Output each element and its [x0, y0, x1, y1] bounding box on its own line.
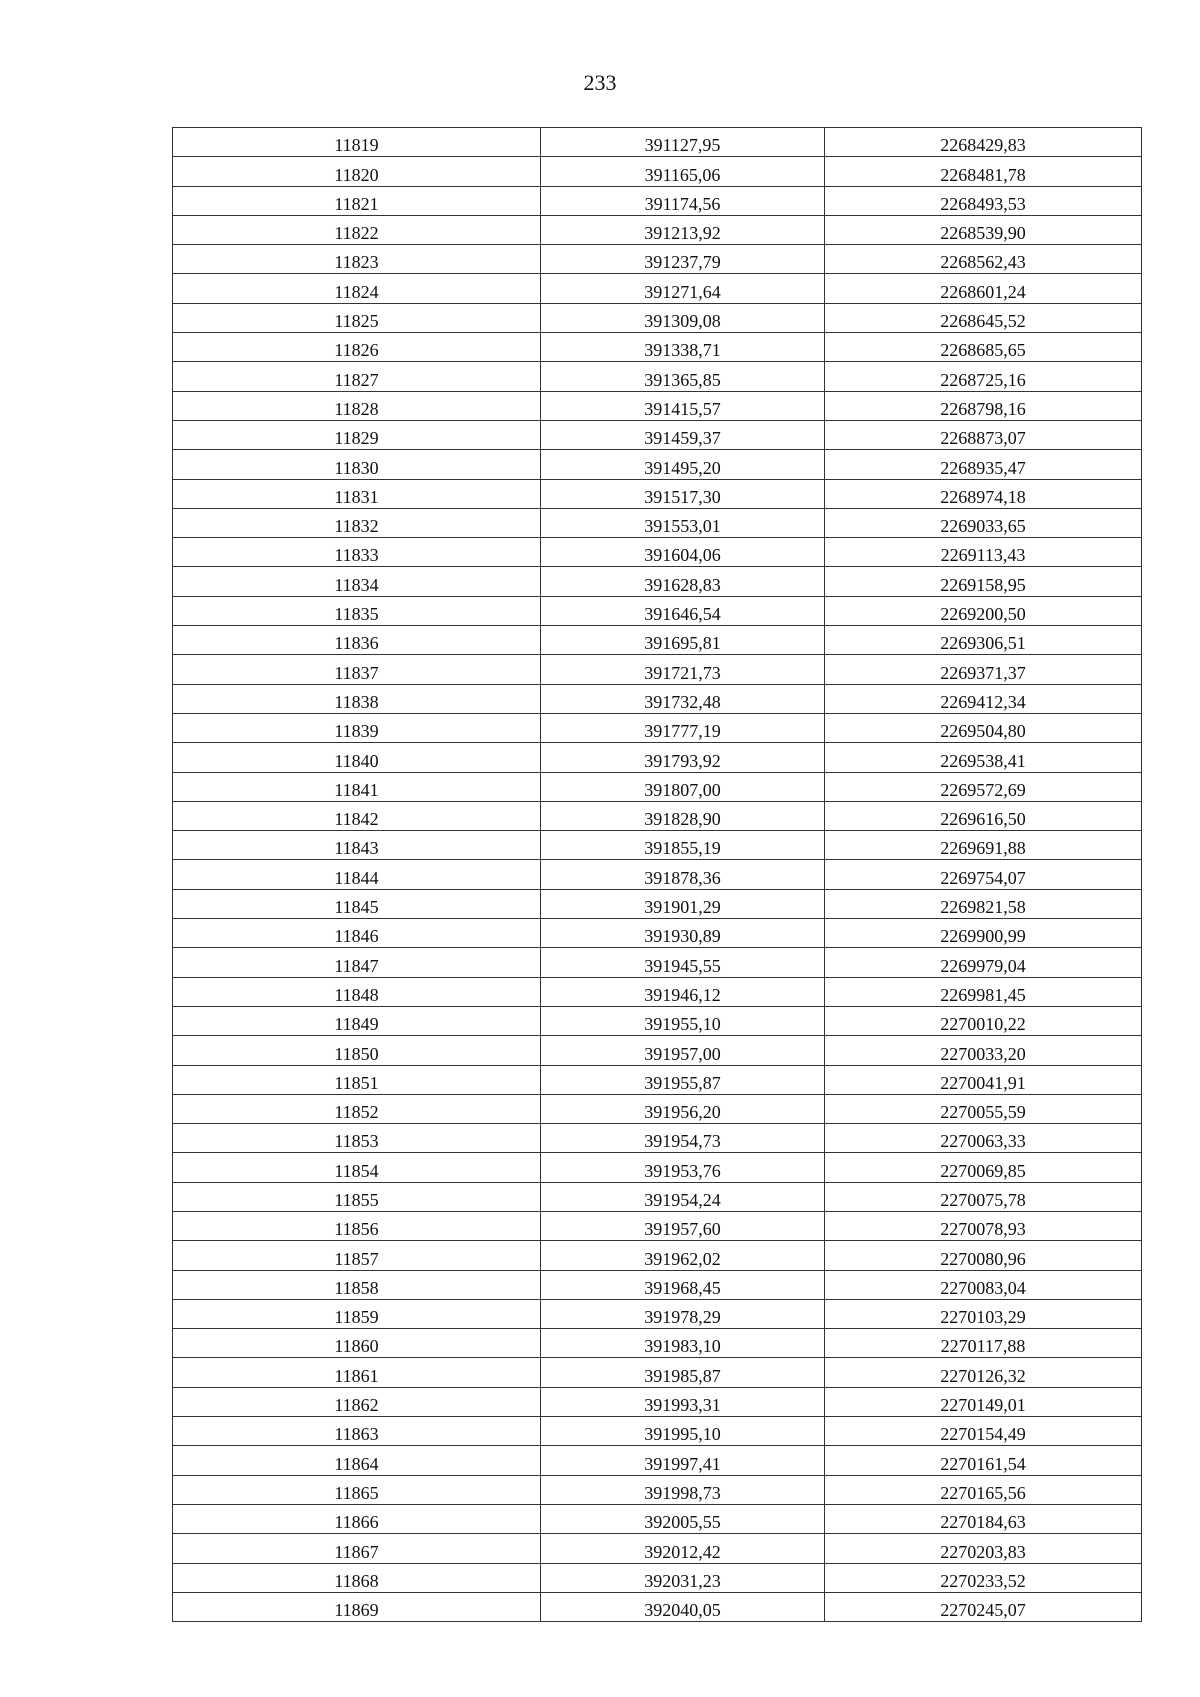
y-coordinate-cell: 2268429,83 [825, 128, 1142, 157]
x-coordinate-cell: 391459,37 [541, 420, 825, 449]
x-coordinate-cell: 391415,57 [541, 391, 825, 420]
point-number-cell: 11866 [173, 1504, 541, 1533]
table-row [173, 420, 1142, 449]
y-coordinate-cell: 2268601,24 [825, 274, 1142, 303]
y-coordinate-cell: 2270078,93 [825, 1211, 1142, 1240]
y-coordinate-cell: 2270184,63 [825, 1504, 1142, 1533]
y-coordinate-cell: 2269200,50 [825, 596, 1142, 625]
table-row [173, 538, 1142, 567]
point-number-cell: 11867 [173, 1534, 541, 1563]
point-number-cell: 11860 [173, 1329, 541, 1358]
x-coordinate-cell: 391930,89 [541, 919, 825, 948]
table-row [173, 1065, 1142, 1094]
x-coordinate-cell: 392005,55 [541, 1504, 825, 1533]
y-coordinate-cell: 2270041,91 [825, 1065, 1142, 1094]
x-coordinate-cell: 391962,02 [541, 1241, 825, 1270]
y-coordinate-cell: 2270063,33 [825, 1124, 1142, 1153]
y-coordinate-cell: 2270149,01 [825, 1387, 1142, 1416]
x-coordinate-cell: 391646,54 [541, 596, 825, 625]
table-row [173, 362, 1142, 391]
x-coordinate-cell: 391628,83 [541, 567, 825, 596]
table-row [173, 1417, 1142, 1446]
table-row [173, 128, 1142, 157]
point-number-cell: 11861 [173, 1358, 541, 1387]
x-coordinate-cell: 391995,10 [541, 1417, 825, 1446]
point-number-cell: 11820 [173, 157, 541, 186]
y-coordinate-cell: 2269113,43 [825, 538, 1142, 567]
y-coordinate-cell: 2268974,18 [825, 479, 1142, 508]
x-coordinate-cell: 391953,76 [541, 1153, 825, 1182]
x-coordinate-cell: 391165,06 [541, 157, 825, 186]
point-number-cell: 11845 [173, 889, 541, 918]
y-coordinate-cell: 2270033,20 [825, 1036, 1142, 1065]
y-coordinate-cell: 2268935,47 [825, 450, 1142, 479]
point-number-cell: 11856 [173, 1211, 541, 1240]
coordinates-table-body [173, 128, 1142, 1622]
table-row [173, 743, 1142, 772]
y-coordinate-cell: 2270154,49 [825, 1417, 1142, 1446]
point-number-cell: 11826 [173, 333, 541, 362]
y-coordinate-cell: 2270117,88 [825, 1329, 1142, 1358]
table-row [173, 860, 1142, 889]
y-coordinate-cell: 2270083,04 [825, 1270, 1142, 1299]
point-number-cell: 11835 [173, 596, 541, 625]
y-coordinate-cell: 2269754,07 [825, 860, 1142, 889]
point-number-cell: 11828 [173, 391, 541, 420]
y-coordinate-cell: 2269616,50 [825, 801, 1142, 830]
point-number-cell: 11837 [173, 655, 541, 684]
x-coordinate-cell: 391604,06 [541, 538, 825, 567]
x-coordinate-cell: 391237,79 [541, 245, 825, 274]
x-coordinate-cell: 391978,29 [541, 1299, 825, 1328]
point-number-cell: 11841 [173, 772, 541, 801]
x-coordinate-cell: 391968,45 [541, 1270, 825, 1299]
x-coordinate-cell: 391495,20 [541, 450, 825, 479]
x-coordinate-cell: 392031,23 [541, 1563, 825, 1592]
table-row [173, 157, 1142, 186]
point-number-cell: 11852 [173, 1094, 541, 1123]
x-coordinate-cell: 391721,73 [541, 655, 825, 684]
x-coordinate-cell: 391517,30 [541, 479, 825, 508]
y-coordinate-cell: 2269981,45 [825, 977, 1142, 1006]
y-coordinate-cell: 2269371,37 [825, 655, 1142, 684]
table-row [173, 1329, 1142, 1358]
table-row [173, 1592, 1142, 1621]
point-number-cell: 11851 [173, 1065, 541, 1094]
point-number-cell: 11838 [173, 684, 541, 713]
y-coordinate-cell: 2269504,80 [825, 713, 1142, 742]
x-coordinate-cell: 391732,48 [541, 684, 825, 713]
point-number-cell: 11849 [173, 1006, 541, 1035]
y-coordinate-cell: 2269691,88 [825, 831, 1142, 860]
point-number-cell: 11824 [173, 274, 541, 303]
table-row [173, 713, 1142, 742]
table-row [173, 772, 1142, 801]
table-row [173, 391, 1142, 420]
table-row [173, 1006, 1142, 1035]
point-number-cell: 11863 [173, 1417, 541, 1446]
x-coordinate-cell: 391127,95 [541, 128, 825, 157]
table-row [173, 1299, 1142, 1328]
point-number-cell: 11832 [173, 508, 541, 537]
point-number-cell: 11822 [173, 215, 541, 244]
x-coordinate-cell: 391954,73 [541, 1124, 825, 1153]
table-row [173, 1211, 1142, 1240]
y-coordinate-cell: 2269412,34 [825, 684, 1142, 713]
x-coordinate-cell: 392040,05 [541, 1592, 825, 1621]
y-coordinate-cell: 2270126,32 [825, 1358, 1142, 1387]
table-row [173, 948, 1142, 977]
x-coordinate-cell: 391855,19 [541, 831, 825, 860]
x-coordinate-cell: 391956,20 [541, 1094, 825, 1123]
y-coordinate-cell: 2270161,54 [825, 1446, 1142, 1475]
point-number-cell: 11868 [173, 1563, 541, 1592]
point-number-cell: 11829 [173, 420, 541, 449]
point-number-cell: 11843 [173, 831, 541, 860]
table-row [173, 1036, 1142, 1065]
x-coordinate-cell: 391309,08 [541, 303, 825, 332]
table-row [173, 1241, 1142, 1270]
point-number-cell: 11862 [173, 1387, 541, 1416]
table-row [173, 186, 1142, 215]
x-coordinate-cell: 391985,87 [541, 1358, 825, 1387]
table-row [173, 626, 1142, 655]
point-number-cell: 11827 [173, 362, 541, 391]
x-coordinate-cell: 391271,64 [541, 274, 825, 303]
x-coordinate-cell: 391213,92 [541, 215, 825, 244]
table-row [173, 1504, 1142, 1533]
x-coordinate-cell: 391828,90 [541, 801, 825, 830]
point-number-cell: 11854 [173, 1153, 541, 1182]
x-coordinate-cell: 391365,85 [541, 362, 825, 391]
y-coordinate-cell: 2268645,52 [825, 303, 1142, 332]
table-row [173, 977, 1142, 1006]
table-row [173, 831, 1142, 860]
table-row [173, 596, 1142, 625]
point-number-cell: 11819 [173, 128, 541, 157]
point-number-cell: 11830 [173, 450, 541, 479]
table-row [173, 1358, 1142, 1387]
y-coordinate-cell: 2270165,56 [825, 1475, 1142, 1504]
y-coordinate-cell: 2270203,83 [825, 1534, 1142, 1563]
y-coordinate-cell: 2269900,99 [825, 919, 1142, 948]
table-row [173, 801, 1142, 830]
x-coordinate-cell: 391957,60 [541, 1211, 825, 1240]
x-coordinate-cell: 391553,01 [541, 508, 825, 537]
coordinates-table [172, 127, 1142, 1622]
page-number: 233 [583, 70, 617, 95]
y-coordinate-cell: 2269821,58 [825, 889, 1142, 918]
x-coordinate-cell: 391955,10 [541, 1006, 825, 1035]
table-row [173, 215, 1142, 244]
table-row [173, 684, 1142, 713]
y-coordinate-cell: 2270103,29 [825, 1299, 1142, 1328]
point-number-cell: 11831 [173, 479, 541, 508]
table-row [173, 1124, 1142, 1153]
table-row [173, 655, 1142, 684]
point-number-cell: 11864 [173, 1446, 541, 1475]
point-number-cell: 11858 [173, 1270, 541, 1299]
table-row [173, 1153, 1142, 1182]
table-row [173, 450, 1142, 479]
y-coordinate-cell: 2270233,52 [825, 1563, 1142, 1592]
x-coordinate-cell: 391998,73 [541, 1475, 825, 1504]
table-row [173, 1182, 1142, 1211]
y-coordinate-cell: 2268685,65 [825, 333, 1142, 362]
table-row [173, 1475, 1142, 1504]
table-row [173, 1563, 1142, 1592]
point-number-cell: 11865 [173, 1475, 541, 1504]
table-row [173, 919, 1142, 948]
table-row [173, 1094, 1142, 1123]
table-row [173, 1387, 1142, 1416]
x-coordinate-cell: 391793,92 [541, 743, 825, 772]
x-coordinate-cell: 391946,12 [541, 977, 825, 1006]
table-row [173, 245, 1142, 274]
x-coordinate-cell: 391945,55 [541, 948, 825, 977]
point-number-cell: 11844 [173, 860, 541, 889]
point-number-cell: 11821 [173, 186, 541, 215]
y-coordinate-cell: 2268725,16 [825, 362, 1142, 391]
point-number-cell: 11855 [173, 1182, 541, 1211]
x-coordinate-cell: 391777,19 [541, 713, 825, 742]
y-coordinate-cell: 2269033,65 [825, 508, 1142, 537]
table-row [173, 889, 1142, 918]
x-coordinate-cell: 392012,42 [541, 1534, 825, 1563]
y-coordinate-cell: 2270069,85 [825, 1153, 1142, 1182]
table-row [173, 303, 1142, 332]
x-coordinate-cell: 391954,24 [541, 1182, 825, 1211]
point-number-cell: 11869 [173, 1592, 541, 1621]
y-coordinate-cell: 2268493,53 [825, 186, 1142, 215]
x-coordinate-cell: 391807,00 [541, 772, 825, 801]
y-coordinate-cell: 2269979,04 [825, 948, 1142, 977]
point-number-cell: 11823 [173, 245, 541, 274]
x-coordinate-cell: 391695,81 [541, 626, 825, 655]
x-coordinate-cell: 391901,29 [541, 889, 825, 918]
point-number-cell: 11857 [173, 1241, 541, 1270]
y-coordinate-cell: 2268562,43 [825, 245, 1142, 274]
y-coordinate-cell: 2268798,16 [825, 391, 1142, 420]
table-row [173, 1534, 1142, 1563]
table-row [173, 274, 1142, 303]
x-coordinate-cell: 391955,87 [541, 1065, 825, 1094]
point-number-cell: 11850 [173, 1036, 541, 1065]
y-coordinate-cell: 2270245,07 [825, 1592, 1142, 1621]
x-coordinate-cell: 391878,36 [541, 860, 825, 889]
point-number-cell: 11847 [173, 948, 541, 977]
table-row [173, 508, 1142, 537]
x-coordinate-cell: 391983,10 [541, 1329, 825, 1358]
table-row [173, 1446, 1142, 1475]
x-coordinate-cell: 391997,41 [541, 1446, 825, 1475]
x-coordinate-cell: 391174,56 [541, 186, 825, 215]
y-coordinate-cell: 2268481,78 [825, 157, 1142, 186]
x-coordinate-cell: 391957,00 [541, 1036, 825, 1065]
y-coordinate-cell: 2269538,41 [825, 743, 1142, 772]
y-coordinate-cell: 2270010,22 [825, 1006, 1142, 1035]
point-number-cell: 11842 [173, 801, 541, 830]
point-number-cell: 11840 [173, 743, 541, 772]
point-number-cell: 11853 [173, 1124, 541, 1153]
y-coordinate-cell: 2269158,95 [825, 567, 1142, 596]
point-number-cell: 11825 [173, 303, 541, 332]
y-coordinate-cell: 2270080,96 [825, 1241, 1142, 1270]
x-coordinate-cell: 391993,31 [541, 1387, 825, 1416]
table-row [173, 1270, 1142, 1299]
point-number-cell: 11859 [173, 1299, 541, 1328]
point-number-cell: 11836 [173, 626, 541, 655]
point-number-cell: 11848 [173, 977, 541, 1006]
point-number-cell: 11834 [173, 567, 541, 596]
y-coordinate-cell: 2270055,59 [825, 1094, 1142, 1123]
y-coordinate-cell: 2268539,90 [825, 215, 1142, 244]
point-number-cell: 11846 [173, 919, 541, 948]
y-coordinate-cell: 2269306,51 [825, 626, 1142, 655]
table-row [173, 479, 1142, 508]
point-number-cell: 11839 [173, 713, 541, 742]
x-coordinate-cell: 391338,71 [541, 333, 825, 362]
point-number-cell: 11833 [173, 538, 541, 567]
y-coordinate-cell: 2270075,78 [825, 1182, 1142, 1211]
table-row [173, 333, 1142, 362]
table-row [173, 567, 1142, 596]
y-coordinate-cell: 2269572,69 [825, 772, 1142, 801]
y-coordinate-cell: 2268873,07 [825, 420, 1142, 449]
